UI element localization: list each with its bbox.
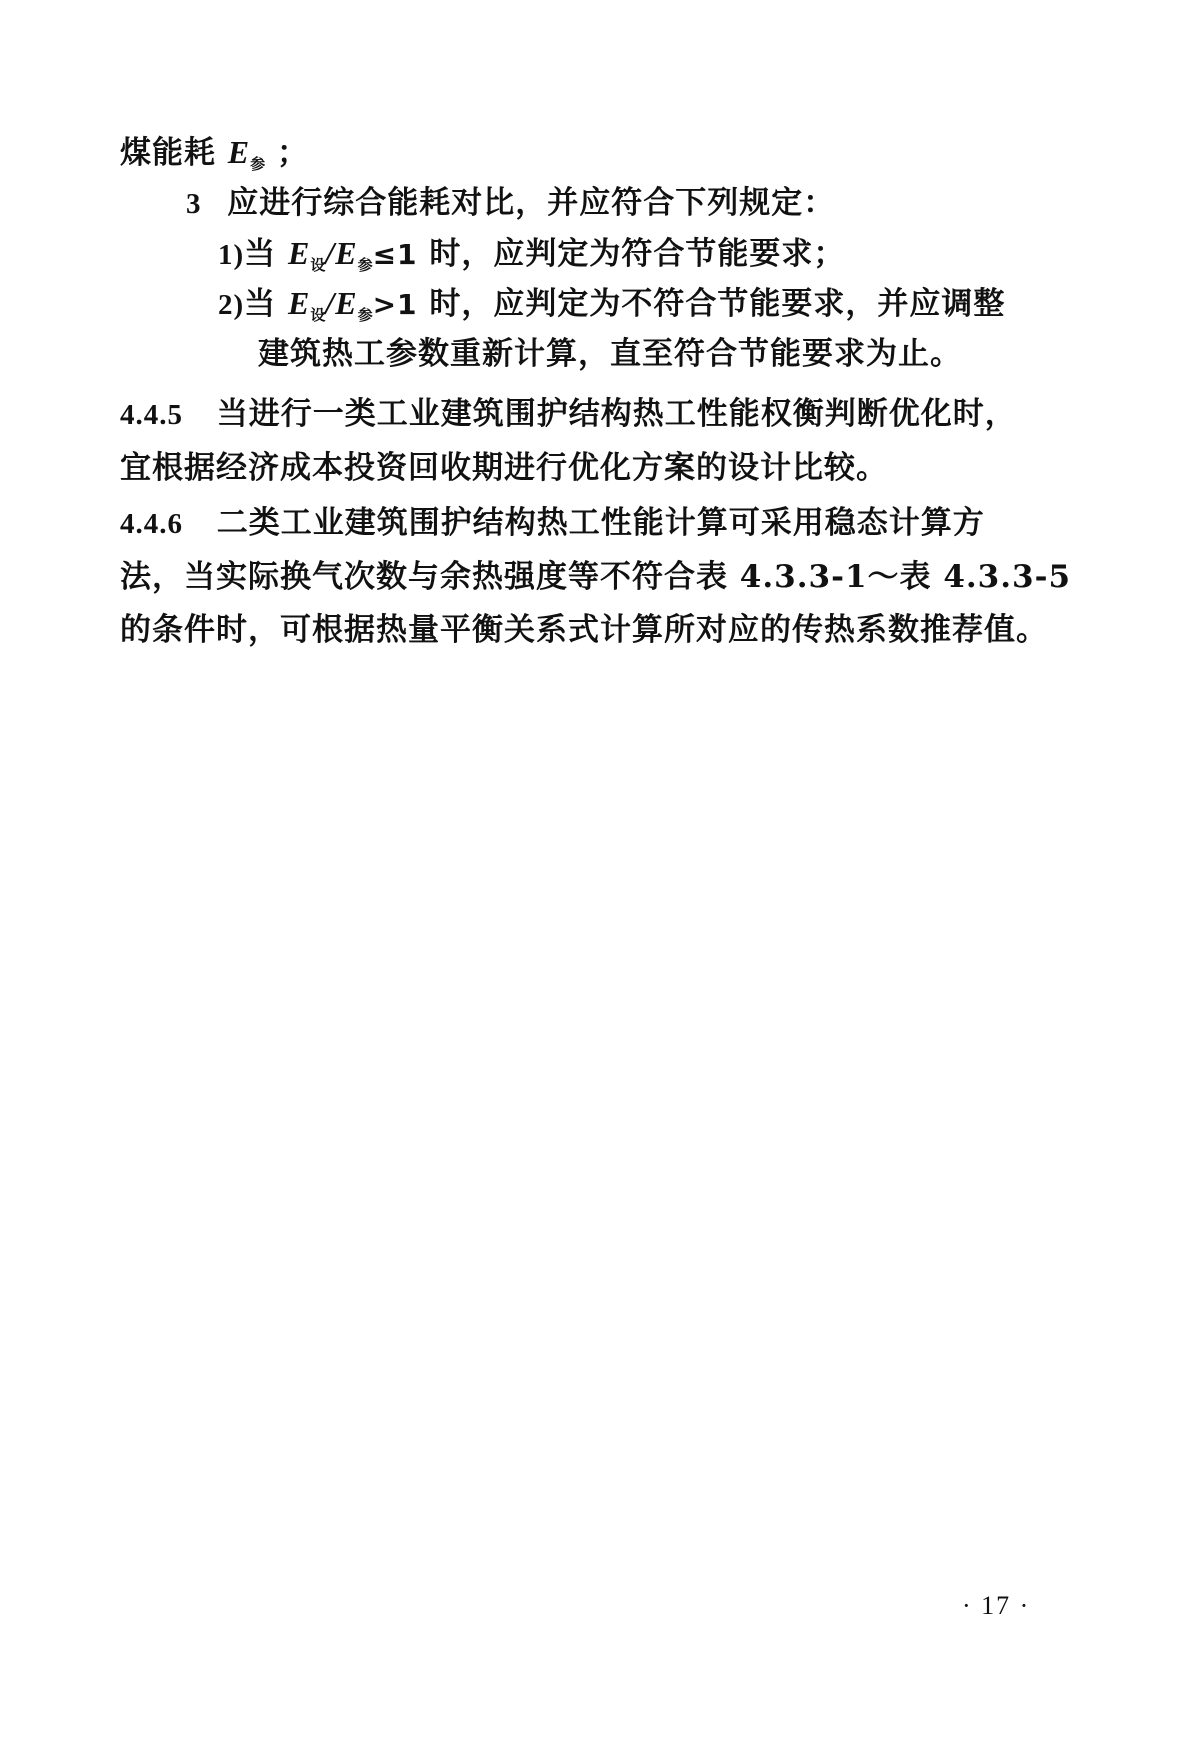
clause-text: 的条件时，可根据热量平衡关系式计算所对应的传热系数推荐值。 [120,612,1048,648]
clause-text: 二类工业建筑围护结构热工性能计算可采用稳态计算方 [216,505,985,541]
clause-4-4-5 [120,394,1017,435]
clause-4-4-6 [120,503,985,544]
item-number: 3 [186,188,202,220]
slash: / [325,235,336,271]
sub-item-2-continued [258,334,962,374]
item-number: 1) [218,239,245,271]
sub-item-1 [218,233,845,285]
clause-text: 宜根据经济成本投资回收期进行优化方案的设计比较。 [120,450,888,486]
punctuation: ； [276,135,309,171]
item-number: 2) [218,289,245,321]
subscript: 参 [357,256,373,274]
list-item-3 [186,183,835,224]
text-segment: 煤能耗 [120,135,216,171]
item-text: 当 [244,286,277,322]
clause-4-4-6-line-2 [120,557,1071,597]
variable-e: E [335,235,358,271]
item-text: 应进行综合能耗对比，并应符合下列规定： [227,185,836,221]
subscript: 参 [357,306,373,324]
subscript: 参 [250,155,266,173]
relation: ≤1 [372,238,418,271]
variable-e: E [287,285,311,321]
slash: / [325,285,336,321]
item-text: 时，应判定为符合节能要求； [429,236,846,272]
subscript: 设 [310,256,326,274]
page-number: · 17 · [962,1591,1031,1620]
subscript: 设 [310,306,326,324]
clause-4-4-6-line-3 [120,610,1048,650]
variable-e: E [227,134,251,170]
relation: >1 [372,288,418,321]
clause-number: 4.4.6 [120,508,183,540]
item-text: 当 [244,236,277,272]
clause-text: 当进行一类工业建筑围护结构热工性能权衡判断优化时， [216,396,1017,432]
item-text: 时，应判定为不符合节能要求，并应调整 [429,286,1006,322]
item-text: 建筑热工参数重新计算，直至符合节能要求为止。 [258,336,962,372]
variable-e: E [287,235,311,271]
sub-item-2 [218,283,1005,335]
variable-e: E [335,285,358,321]
clause-4-4-5-continued [120,448,888,488]
clause-text: 法，当实际换气次数与余热强度等不符合表 4.3.3-1～表 4.3.3-5 [120,559,1072,595]
text-line-1 [120,132,309,184]
clause-number: 4.4.5 [120,399,183,431]
